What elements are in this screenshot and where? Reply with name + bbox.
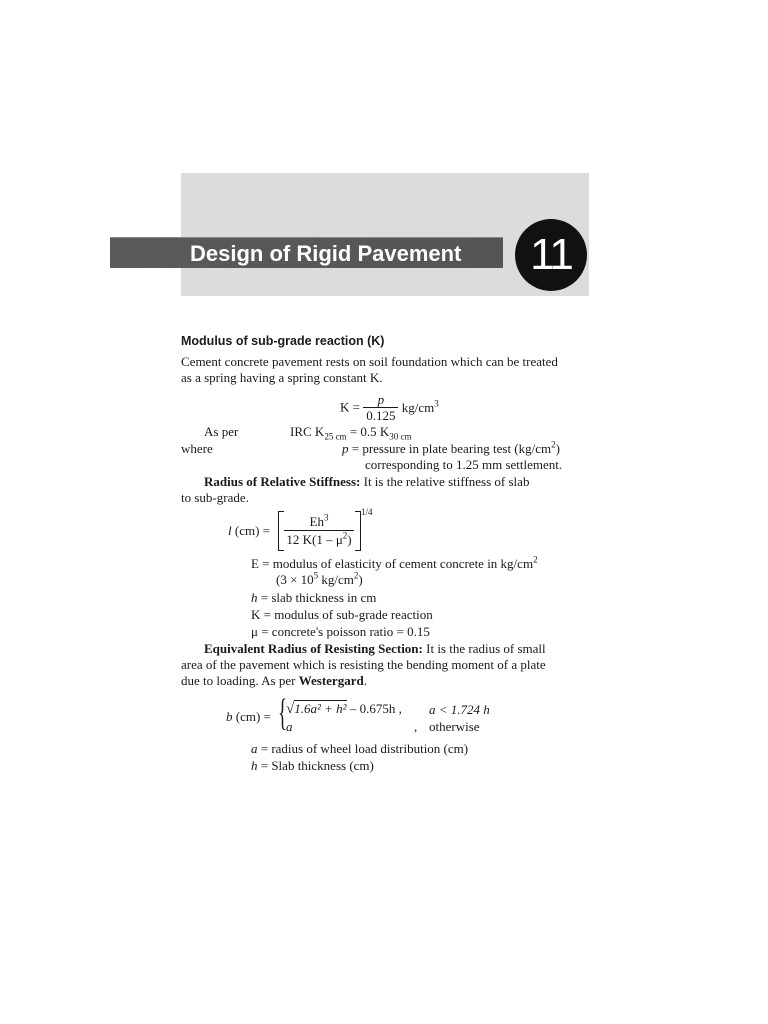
equation-numerator <box>284 514 354 531</box>
irc-text: IRC K <box>290 424 325 439</box>
definition-mu: μ = concrete's poisson ratio = 0.15 <box>251 624 430 639</box>
paragraph-text: . <box>363 673 367 688</box>
paragraph-line: to sub-grade. <box>181 490 249 505</box>
equation-numerator: p <box>363 392 398 408</box>
denominator-text: ) <box>347 532 352 547</box>
definition-text: = slab thickness in cm <box>257 590 377 605</box>
equation-l-fraction <box>284 514 354 548</box>
right-bracket <box>355 511 361 551</box>
sqrt-sign: √ <box>286 701 295 717</box>
variable: p <box>342 441 349 456</box>
radius-stiffness-paragraph <box>204 474 529 490</box>
chapter-number-badge: 11 <box>515 219 587 291</box>
equation-l-lhs <box>228 523 270 539</box>
paragraph-line <box>181 673 367 689</box>
definition-text: kg/cm <box>318 572 354 587</box>
inline-heading: Equivalent Radius of Resisting Section: <box>204 641 423 656</box>
case-1 <box>286 701 402 717</box>
definition-text: ) <box>555 441 560 456</box>
exponent: 2 <box>342 530 348 541</box>
irc-subscript: 25 cm <box>324 431 347 442</box>
where-label: where <box>181 441 213 456</box>
equation-fraction <box>363 392 398 423</box>
exponent: 2 <box>353 570 359 581</box>
definition-k: K = modulus of sub-grade reaction <box>251 607 433 622</box>
definition-text: = pressure in plate bearing test (kg/cm <box>348 441 552 456</box>
equation-exponent: 1/4 <box>361 507 373 517</box>
unit-exponent: 3 <box>434 398 439 409</box>
sqrt-expression: 1.6a² + h² <box>294 701 347 716</box>
equivalent-radius-paragraph <box>204 641 546 657</box>
case-2-condition: otherwise <box>429 719 480 734</box>
exponent: 2 <box>533 554 538 565</box>
inline-heading: Radius of Relative Stiffness: <box>204 474 361 489</box>
definition-h <box>251 590 376 606</box>
paragraph-text: It is the relative stiffness of slab <box>360 474 530 489</box>
variable: h <box>251 758 258 773</box>
definition-e <box>251 556 538 572</box>
case-1-condition: a < 1.724 h <box>429 702 490 717</box>
definition-p <box>342 441 560 457</box>
exponent: 2 <box>551 439 556 450</box>
exponent: 5 <box>313 570 319 581</box>
irc-relation <box>290 424 412 440</box>
case-expression: – 0.675h , <box>346 701 402 716</box>
definition-text: (3 × 10 <box>276 572 314 587</box>
equation-denominator: 0.125 <box>366 408 396 423</box>
definition-p-continued: corresponding to 1.25 mm settlement. <box>365 457 563 472</box>
paragraph-text: due to loading. As per <box>181 673 299 688</box>
irc-subscript: 30 cm <box>389 431 412 442</box>
numerator-text: Eh <box>309 514 324 529</box>
definition-text: ) <box>358 572 363 587</box>
variable: b <box>226 709 233 724</box>
definition-e-continued <box>276 572 363 588</box>
case-2-separator: , <box>414 719 418 734</box>
bold-text: Westergard <box>298 673 364 688</box>
case-brace: { <box>278 692 288 734</box>
paragraph-text: It is the radius of small <box>422 641 546 656</box>
paragraph-line: as a spring having a spring constant K. <box>181 370 383 385</box>
definition-text: = Slab thickness (cm) <box>257 758 374 773</box>
exponent: 3 <box>323 512 329 523</box>
equation-unit: kg/cm <box>401 399 435 415</box>
definition-text: E = modulus of elasticity of cement concrete in kg/cm <box>251 556 534 571</box>
equation-b-lhs <box>226 709 271 725</box>
equation-lhs: (cm) = <box>231 523 270 538</box>
definition-h <box>251 758 374 774</box>
equation-lhs: (cm) = <box>232 709 271 724</box>
as-per-label: As per <box>204 424 239 439</box>
variable: h <box>251 590 258 605</box>
irc-text: = 0.5 K <box>346 424 390 439</box>
variable: a <box>251 741 258 756</box>
denominator-text: 12 K(1 – μ <box>286 532 343 547</box>
paragraph-line: area of the pavement which is resisting the bending moment of a plate <box>181 657 546 672</box>
definition-text: = radius of wheel load distribution (cm) <box>257 741 469 756</box>
definition-a <box>251 741 468 757</box>
chapter-title: Design of Rigid Pavement <box>190 241 462 266</box>
variable: l <box>228 523 232 538</box>
equation-lhs: K = <box>340 399 360 415</box>
paragraph-line: Cement concrete pavement rests on soil foundation which can be treated <box>181 354 558 369</box>
equation-k <box>340 392 439 423</box>
case-2: a <box>286 719 293 734</box>
equation-denominator <box>284 531 354 548</box>
section-heading-subgrade-modulus: Modulus of sub-grade reaction (K) <box>181 334 385 348</box>
